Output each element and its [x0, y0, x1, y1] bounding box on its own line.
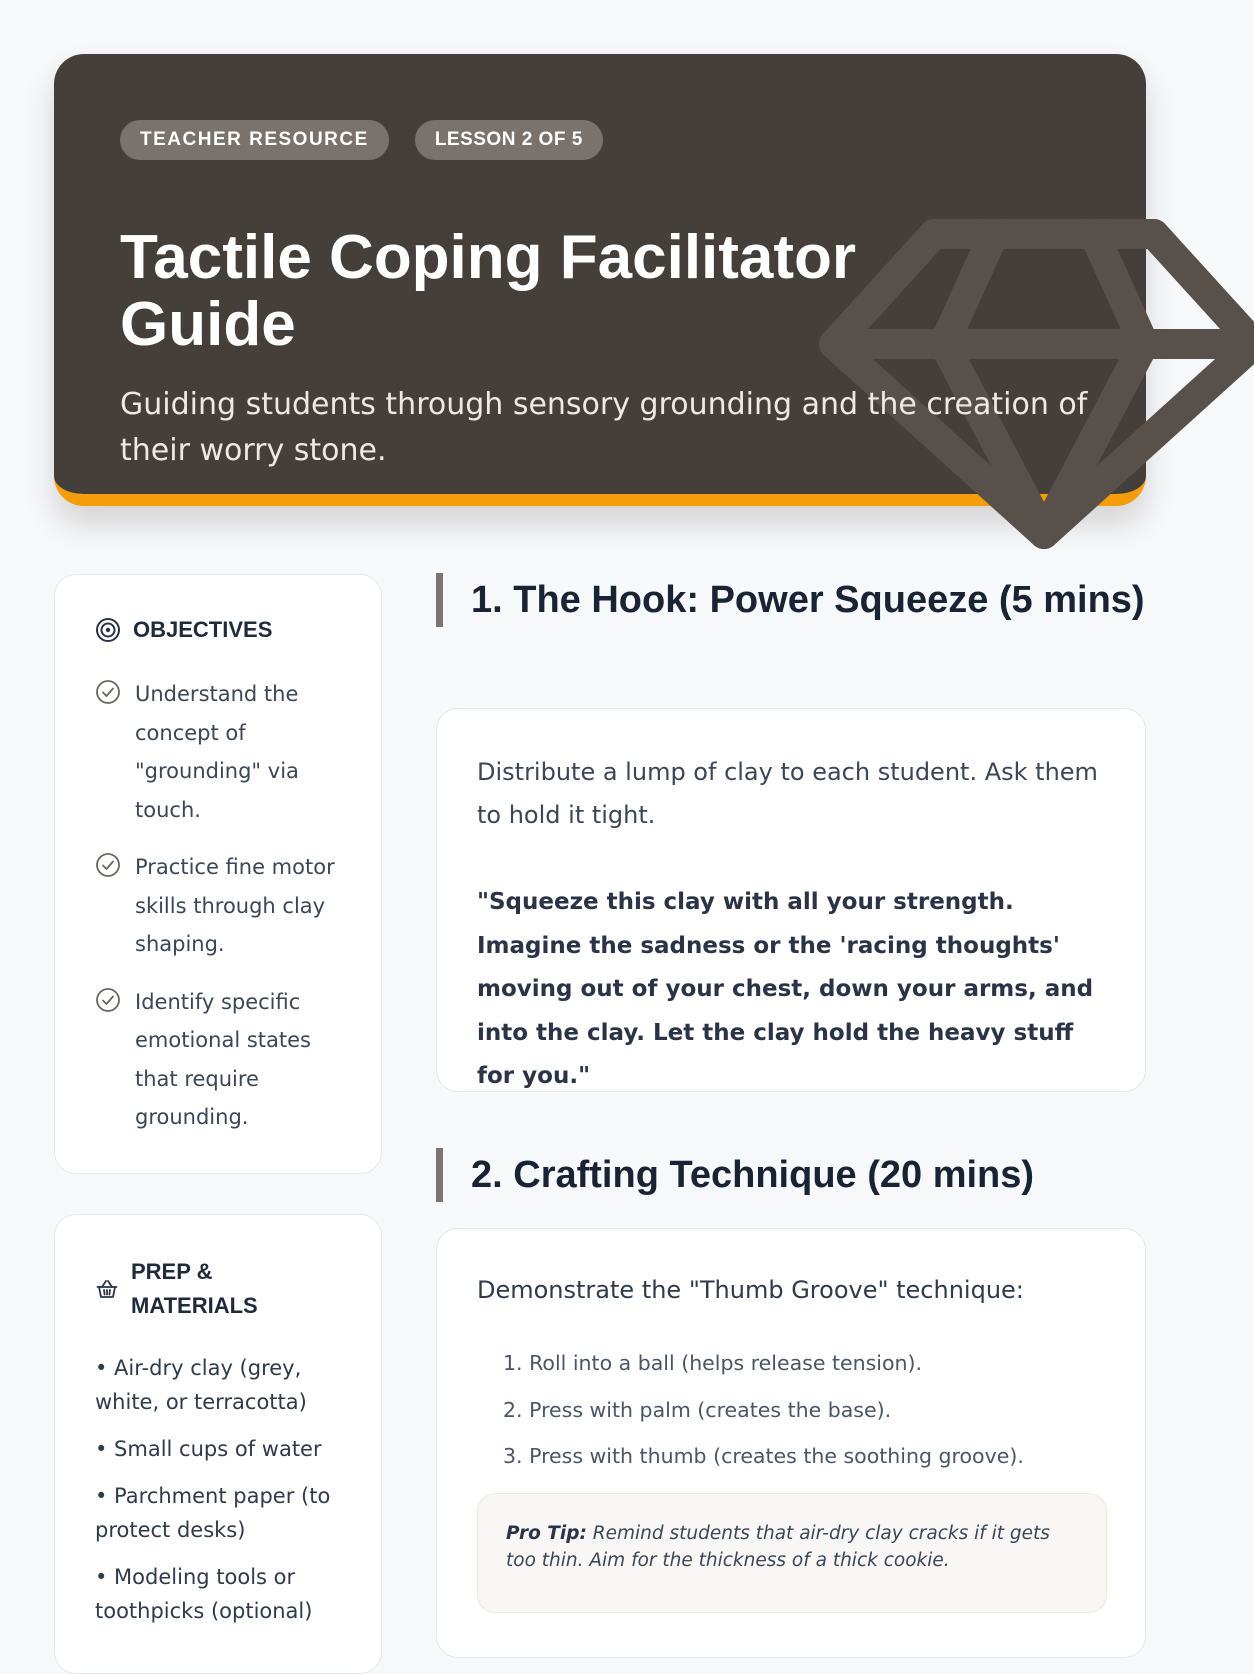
prep-title: PREP & MATERIALS — [131, 1259, 258, 1318]
material-item: • Small cups of water — [95, 1437, 322, 1461]
pro-tip-label: Pro Tip: — [506, 1523, 587, 1544]
objectives-header — [95, 617, 272, 643]
hook-script-quote: "Squeeze this clay with all your strength. Imagine the sadness or the 'racing thoughts' moving out of your chest, down your arms, and into the clay. Let the clay hold the heavy stuff for you." — [477, 889, 1094, 1089]
check-circle-icon — [95, 852, 121, 878]
objectives-list — [95, 675, 355, 1156]
technique-steps — [503, 1340, 1024, 1480]
badge-row — [120, 120, 603, 160]
page-title: Tactile Coping Facilitator Guide — [120, 223, 857, 359]
crafting-intro: Demonstrate the "Thumb Groove" technique: — [477, 1276, 1024, 1304]
section-heading-crafting: 2. Crafting Technique (20 mins) — [436, 1148, 1156, 1202]
objective-item — [95, 848, 355, 964]
pro-tip-text: Remind students that air-dry clay cracks if it gets too thin. Aim for the thickness of a thick cookie. — [506, 1523, 1050, 1571]
technique-step: 3. Press with thumb (creates the soothing groove). — [503, 1444, 1024, 1468]
objective-item — [95, 983, 355, 1137]
objective-text: Practice fine motor skills through clay shaping. — [135, 855, 335, 956]
material-item: • Modeling tools or toothpicks (optional) — [95, 1565, 313, 1623]
technique-step: 1. Roll into a ball (helps release tension). — [503, 1351, 923, 1375]
gem-icon — [834, 154, 1254, 574]
objective-item — [95, 675, 355, 829]
prep-header — [95, 1255, 281, 1323]
objective-text: Understand the concept of "grounding" via touch. — [135, 682, 299, 822]
material-item: • Air-dry clay (grey, white, or terracotta) — [95, 1356, 307, 1414]
lesson-header-banner — [54, 54, 1146, 506]
crafting-section-card — [436, 1228, 1146, 1658]
material-item: • Parchment paper (to protect desks) — [95, 1484, 331, 1542]
basket-icon — [95, 1277, 119, 1301]
hook-section-card — [436, 708, 1146, 1092]
objectives-card — [54, 574, 382, 1174]
prep-materials-card — [54, 1214, 382, 1674]
hook-instruction: Distribute a lump of clay to each student. Ask them to hold it tight. — [477, 758, 1098, 829]
pro-tip-callout — [477, 1493, 1107, 1613]
technique-step: 2. Press with palm (creates the base). — [503, 1397, 892, 1422]
materials-list — [95, 1351, 345, 1641]
check-circle-icon — [95, 987, 121, 1013]
target-icon — [95, 617, 121, 643]
page-subtitle: Guiding students through sensory grounding and the creation of their worry stone. — [120, 387, 1088, 468]
check-circle-icon — [95, 679, 121, 705]
lesson-progress-badge: LESSON 2 OF 5 — [415, 120, 603, 160]
objective-text: Identify specific emotional states that require grounding. — [135, 989, 311, 1129]
section-heading-hook: 1. The Hook: Power Squeeze (5 mins) — [436, 573, 1156, 627]
teacher-resource-badge: TEACHER RESOURCE — [120, 120, 389, 160]
objectives-title: OBJECTIVES — [133, 617, 273, 642]
